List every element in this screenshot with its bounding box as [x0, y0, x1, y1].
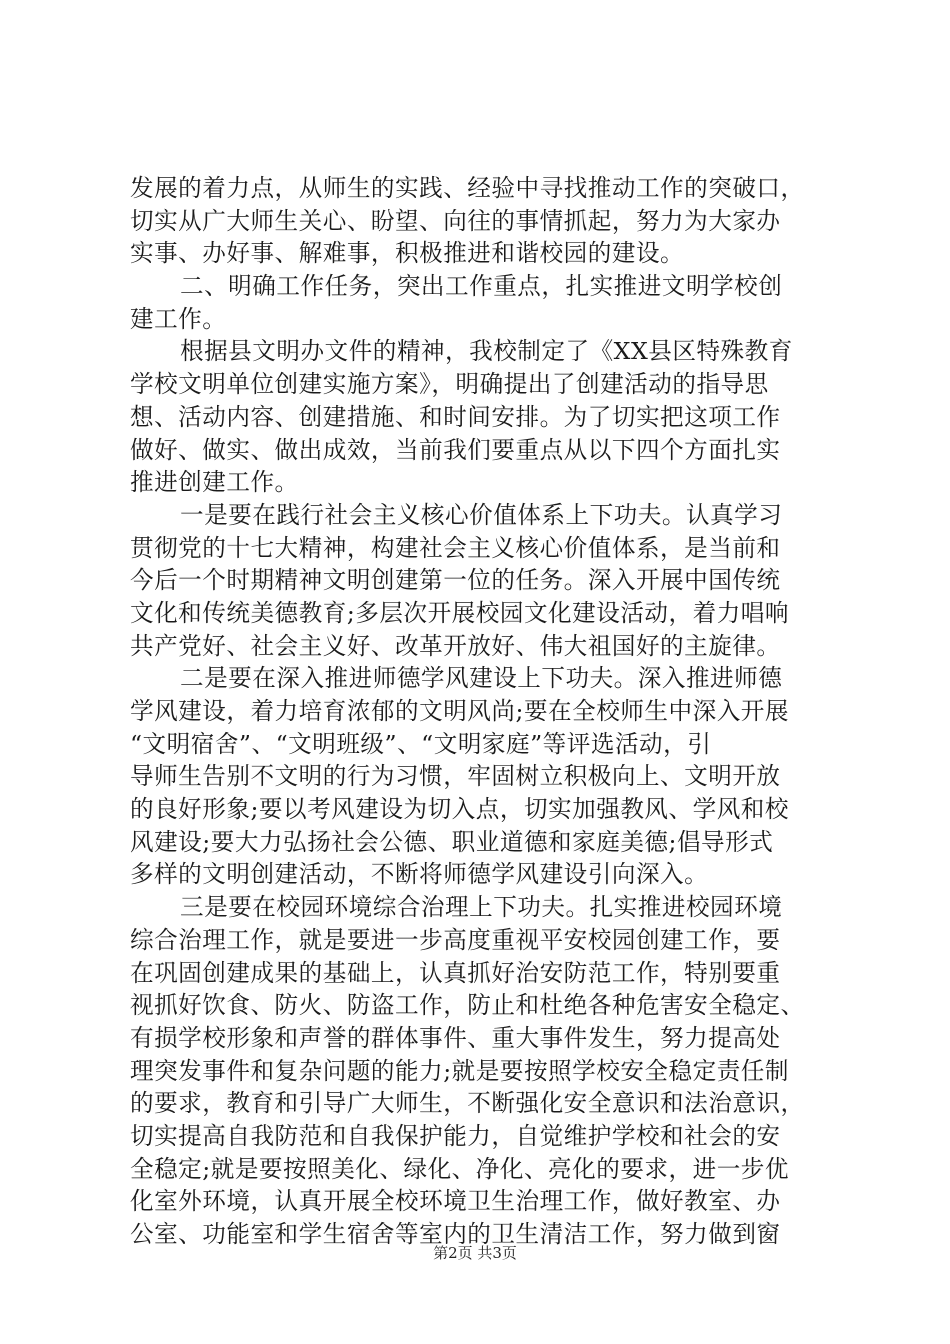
text-line: 公室、功能室和学生宿舍等室内的卫生清洁工作，努力做到窗: [130, 1220, 781, 1248]
text-line: 多样的文明创建活动，不断将师德学风建设引向深入。: [130, 860, 709, 889]
text-line: 实事、办好事、解难事，积极推进和谐校园的建设。: [130, 239, 685, 268]
text-line: 今后一个时期精神文明创建第一位的任务。深入开展中国传统: [130, 566, 781, 595]
text-line: “文明宿舍”、“文明班级”、“文明家庭”等评选活动，引: [130, 729, 712, 758]
text-line: 推进创建工作。: [130, 468, 299, 497]
section-heading-line: 建工作。: [130, 304, 227, 333]
text-line: 文化和传统美德教育;多层次开展校园文化建设活动，着力唱响: [130, 598, 789, 627]
paragraph-start-line: 三是要在校园环境综合治理上下功夫。扎实推进校园环境: [180, 893, 783, 922]
text-line: 发展的着力点，从师生的实践、经验中寻找推动工作的突破口，: [130, 174, 805, 202]
text-line: 理突发事件和复杂问题的能力;就是要按照学校安全稳定责任制: [130, 1056, 789, 1085]
text-line: 全稳定;就是要按照美化、绿化、净化、亮化的要求，进一步优: [130, 1154, 789, 1183]
text-line: 风建设;要大力弘扬社会公德、职业道德和家庭美德;倡导形式: [130, 827, 774, 856]
text-line: 有损学校形象和声誉的群体事件、重大事件发生，努力提高处: [130, 1023, 781, 1052]
paragraph-start-line: 一是要在践行社会主义核心价值体系上下功夫。认真学习: [180, 500, 783, 529]
body-text: [130, 172, 830, 1251]
text-line: 共产党好、社会主义好、改革开放好、伟大祖国好的主旋律。: [130, 631, 781, 660]
text-line: 的良好形象;要以考风建设为切入点，切实加强教风、学风和校: [130, 795, 789, 824]
text-line: 学风建设，着力培育浓郁的文明风尚;要在全校师生中深入开展: [130, 697, 789, 725]
text-line: 导师生告别不文明的行为习惯，牢固树立积极向上、文明开放: [130, 762, 781, 791]
page-number-footer: 第2页 共3页: [433, 1244, 517, 1262]
section-heading-line: 二、明确工作任务，突出工作重点，扎实推进文明学校创: [180, 272, 783, 301]
text-line: 化室外环境，认真开展全校环境卫生治理工作，做好教室、办: [130, 1187, 781, 1216]
text-line: 做好、做实、做出成效，当前我们要重点从以下四个方面扎实: [130, 435, 781, 464]
text-line: 视抓好饮食、防火、防盗工作，防止和杜绝各种危害安全稳定、: [130, 991, 805, 1020]
text-line: 的要求，教育和引导广大师生，不断强化安全意识和法治意识，: [130, 1089, 805, 1118]
text-line: 贯彻党的十七大精神，构建社会主义核心价值体系，是当前和: [130, 533, 781, 562]
text-line: 切实从广大师生关心、盼望、向往的事情抓起，努力为大家办: [130, 206, 781, 235]
text-line: 学校文明单位创建实施方案》，明确提出了创建活动的指导思: [130, 370, 769, 399]
paragraph-start-line: 二是要在深入推进师德学风建设上下功夫。深入推进师德: [180, 664, 783, 693]
text-line: 切实提高自我防范和自我保护能力，自觉维护学校和社会的安: [130, 1121, 781, 1150]
paragraph-start-line: 根据县文明办文件的精神，我校制定了《XX县区特殊教育: [180, 337, 793, 366]
text-line: 想、活动内容、创建措施、和时间安排。为了切实把这项工作: [130, 402, 781, 431]
text-line: 在巩固创建成果的基础上，认真抓好治安防范工作，特别要重: [130, 958, 781, 987]
text-line: 综合治理工作，就是要进一步高度重视平安校园创建工作，要: [130, 925, 781, 954]
